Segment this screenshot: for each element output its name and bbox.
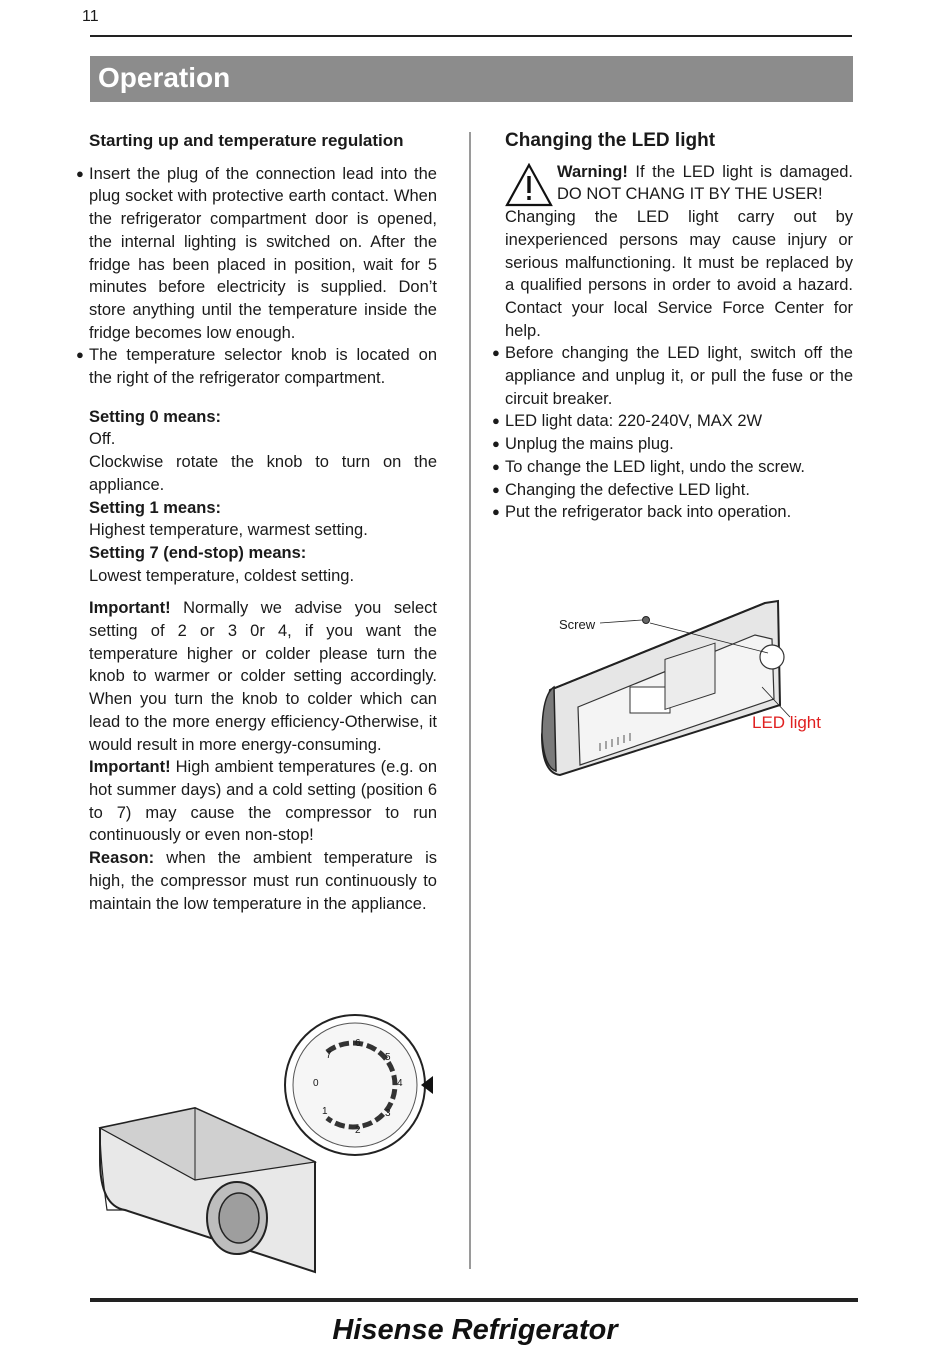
setting7-label: Setting 7 (end-stop) means: — [89, 543, 307, 562]
dial-number-3: 3 — [385, 1108, 391, 1119]
dial-number-5: 5 — [385, 1052, 391, 1063]
column-divider — [469, 132, 471, 1269]
right-bullet-unplug: ● Unplug the mains plug. — [505, 433, 853, 456]
important-2: Important! High ambient temperatures (e.g. on hot summer days) and a cold setting (position 6 to 7) may cause the compressor to run continuously or even non-stop! — [89, 758, 437, 845]
warning-triangle-icon — [505, 163, 553, 207]
led-light-label: LED light — [752, 713, 821, 732]
dial-number-7: 7 — [326, 1050, 332, 1061]
warning-block — [505, 161, 853, 206]
footer-rule — [90, 1298, 858, 1302]
right-bullet-undo-screw: ● To change the LED light, undo the screw. — [505, 456, 853, 479]
dial-number-4: 4 — [397, 1078, 403, 1089]
right-heading: Changing the LED light — [505, 130, 716, 151]
right-column — [505, 130, 853, 524]
left-column — [89, 130, 437, 915]
right-bullet-back-operation: ● Put the refrigerator back into operation. — [505, 501, 853, 524]
temperature-knob-figure — [95, 1010, 440, 1280]
dial-number-6: 6 — [355, 1038, 361, 1049]
changing-para: Changing the LED light carry out by inexperienced persons may cause injury or serious malfunctioning. It must be replaced by a qualified persons in order to avoid a hazard. Contact your local Service Force Center for help. — [505, 208, 853, 340]
setting1-text: Highest temperature, warmest setting. — [89, 521, 368, 540]
important-1: Important! Normally we advise you select setting of 2 or 3 0r 4, if you want the temperature higher or colder please turn the knob to warmer or colder setting accordingly. When you turn the knob to colder which can lead to the more energy efficiency-Otherwise, it would result in more energy-consuming. — [89, 599, 437, 754]
top-rule — [90, 35, 852, 37]
bullet-insert-plug: ● Insert the plug of the connection lead into the plug socket with protective earth contact. When the refrigerator compartment door is opened, the internal lighting is switched on. After the fridge has been placed in position, wait for 5 minutes before electricity is supplied. Don’t store anything until the temperature inside the fridge becomes low enough. — [89, 163, 437, 345]
right-bullet-switch-off: ● Before changing the LED light, switch off the appliance and unplug it, or pull the fuse or the circuit breaker. — [505, 342, 853, 410]
dial-number-2: 2 — [355, 1125, 361, 1136]
dial-number-0: 0 — [313, 1078, 319, 1089]
section-banner — [90, 56, 853, 102]
setting0-text1: Off. — [89, 430, 116, 449]
footer-brand: Hisense Refrigerator — [332, 1314, 618, 1346]
setting0-label: Setting 0 means: — [89, 407, 222, 426]
section-title: Operation — [98, 62, 231, 93]
page-number: 11 — [82, 8, 99, 25]
bullet-knob-location: ● The temperature selector knob is located on the right of the refrigerator compartment. — [89, 344, 437, 389]
reason: Reason: when the ambient temperature is high, the compressor must run continuously to maintain the low temperature in the appliance. — [89, 849, 437, 913]
right-bullet-led-data: ● LED light data: 220-240V, MAX 2W — [505, 410, 853, 433]
screw-label: Screw — [559, 617, 596, 632]
right-bullet-change-defective: ● Changing the defective LED light. — [505, 479, 853, 502]
dial-number-1: 1 — [322, 1106, 328, 1117]
setting0-text2: Clockwise rotate the knob to turn on the appliance. — [89, 453, 437, 494]
setting1-label: Setting 1 means: — [89, 498, 222, 517]
setting7-text: Lowest temperature, coldest setting. — [89, 566, 355, 585]
warning-text: Warning! If the LED light is damaged. DO NOT CHANG IT BY THE USER! — [557, 162, 853, 204]
left-heading: Starting up and temperature regulation — [89, 131, 404, 150]
